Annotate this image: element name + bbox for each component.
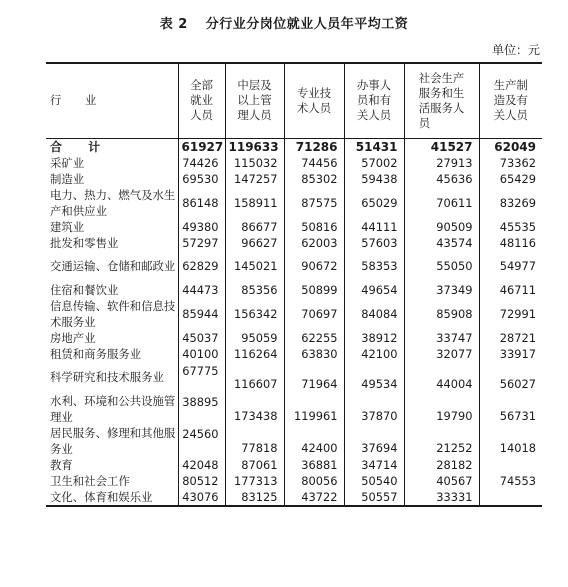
table-row (46, 219, 542, 235)
wage-table (46, 62, 542, 507)
table-row (46, 282, 542, 298)
cell-professionals: 71964 (284, 362, 344, 393)
row-industry: 租赁和商务服务业 (50, 346, 142, 361)
cell-production: 48116 (479, 235, 542, 251)
row-industry: 居民服务、修理和其他服务业 (50, 425, 176, 456)
cell-service: 33747 (404, 330, 479, 346)
cell-professionals: 42400 (284, 425, 344, 457)
unit-label: 单位：元 (491, 43, 540, 57)
header-clerical: 办事人 员和有 关人员 (344, 63, 404, 138)
cell-managers: 158911 (225, 187, 284, 219)
table-row (46, 473, 542, 489)
header-managers: 中层及 以上管 理人员 (225, 63, 284, 138)
cell-professionals: 62255 (284, 330, 344, 346)
table-number: 表 2 (159, 17, 188, 32)
cell-all: 45037 (178, 330, 225, 346)
cell-production: 65429 (479, 171, 542, 187)
cell-production: 56027 (479, 362, 542, 393)
table-row (46, 425, 542, 457)
cell-all: 49380 (178, 219, 225, 235)
cell-professionals: 70697 (284, 298, 344, 330)
row-industry: 信息传输、软件和信息技术服务业 (50, 298, 176, 329)
table-row (46, 457, 542, 473)
cell-managers: 116607 (225, 362, 284, 393)
cell-all: 67775 (178, 362, 225, 393)
row-industry: 合 计 (50, 139, 112, 154)
cell-service: 33331 (404, 489, 479, 506)
cell-production: 72991 (479, 298, 542, 330)
cell-professionals: 71286 (284, 138, 344, 155)
table-title (0, 13, 568, 32)
cell-professionals: 85302 (284, 171, 344, 187)
cell-service: 55050 (404, 251, 479, 282)
row-industry: 科学研究和技术服务业 (50, 370, 164, 384)
cell-managers: 87061 (225, 457, 284, 473)
row-industry: 采矿业 (50, 155, 85, 170)
cell-professionals: 62003 (284, 235, 344, 251)
header-row (46, 63, 542, 138)
cell-clerical: 57603 (344, 235, 404, 251)
cell-service: 28182 (404, 457, 479, 473)
cell-all: 38895 (178, 393, 225, 425)
cell-professionals: 43722 (284, 489, 344, 506)
row-industry: 卫生和社会工作 (50, 473, 130, 488)
cell-clerical: 59438 (344, 171, 404, 187)
cell-clerical: 58353 (344, 251, 404, 282)
table-title-text: 分行业分岗位就业人员年平均工资 (205, 17, 409, 32)
cell-service: 70611 (404, 187, 479, 219)
cell-managers: 177313 (225, 473, 284, 489)
cell-managers: 145021 (225, 251, 284, 282)
cell-professionals: 119961 (284, 393, 344, 425)
cell-professionals: 36881 (284, 457, 344, 473)
cell-production: 74553 (479, 473, 542, 489)
cell-all: 62829 (178, 251, 225, 282)
cell-managers: 85356 (225, 282, 284, 298)
cell-all: 85944 (178, 298, 225, 330)
cell-all: 69530 (178, 171, 225, 187)
cell-production: 62049 (479, 138, 542, 155)
cell-all: 80512 (178, 473, 225, 489)
cell-clerical: 37694 (344, 425, 404, 457)
header-service-workers: 社会生产 服务和生 活服务人 员 (404, 63, 479, 138)
table-row (46, 346, 542, 362)
cell-clerical: 49654 (344, 282, 404, 298)
cell-clerical: 57002 (344, 155, 404, 171)
cell-all: 57297 (178, 235, 225, 251)
table-row (46, 187, 542, 219)
table-row-total (46, 138, 542, 155)
table-row (46, 251, 542, 282)
cell-service: 27913 (404, 155, 479, 171)
row-industry: 文化、体育和娱乐业 (46, 489, 178, 506)
cell-managers: 86677 (225, 219, 284, 235)
cell-service: 41527 (404, 138, 479, 155)
cell-production (479, 457, 542, 473)
cell-service: 37349 (404, 282, 479, 298)
table-header (46, 63, 542, 138)
table-row (46, 155, 542, 171)
cell-all: 44473 (178, 282, 225, 298)
cell-service: 90509 (404, 219, 479, 235)
cell-professionals: 63830 (284, 346, 344, 362)
cell-production: 46711 (479, 282, 542, 298)
cell-service: 43574 (404, 235, 479, 251)
cell-clerical: 42100 (344, 346, 404, 362)
cell-all: 61927 (178, 138, 225, 155)
cell-all: 86148 (178, 187, 225, 219)
cell-production: 14018 (479, 425, 542, 457)
cell-professionals: 50816 (284, 219, 344, 235)
cell-all: 24560 (178, 425, 225, 457)
table-row (46, 298, 542, 330)
cell-service: 85908 (404, 298, 479, 330)
row-industry: 电力、热力、燃气及水生产和供应业 (50, 187, 176, 218)
cell-production: 83269 (479, 187, 542, 219)
table-row (46, 393, 542, 425)
cell-managers: 96627 (225, 235, 284, 251)
table-row (46, 489, 542, 506)
cell-clerical: 44111 (344, 219, 404, 235)
cell-all: 42048 (178, 457, 225, 473)
cell-clerical: 84084 (344, 298, 404, 330)
cell-service: 21252 (404, 425, 479, 457)
cell-production: 54977 (479, 251, 542, 282)
cell-professionals: 74456 (284, 155, 344, 171)
cell-production: 56731 (479, 393, 542, 425)
cell-managers: 115032 (225, 155, 284, 171)
cell-production: 45535 (479, 219, 542, 235)
cell-all: 40100 (178, 346, 225, 362)
cell-managers: 173438 (225, 393, 284, 425)
cell-professionals: 87575 (284, 187, 344, 219)
row-industry: 教育 (50, 457, 73, 472)
cell-managers: 116264 (225, 346, 284, 362)
cell-service: 44004 (404, 362, 479, 393)
table-body (46, 138, 542, 506)
table-row (46, 235, 542, 251)
cell-service: 45636 (404, 171, 479, 187)
cell-managers: 95059 (225, 330, 284, 346)
cell-service: 19790 (404, 393, 479, 425)
header-professionals: 专业技 术人员 (284, 63, 344, 138)
cell-professionals: 80056 (284, 473, 344, 489)
row-industry: 住宿和餐饮业 (50, 282, 119, 297)
cell-clerical: 51431 (344, 138, 404, 155)
cell-production (479, 489, 542, 506)
cell-production: 28721 (479, 330, 542, 346)
cell-all: 43076 (178, 489, 225, 506)
cell-clerical: 37870 (344, 393, 404, 425)
cell-clerical: 34714 (344, 457, 404, 473)
header-industry: 行 业 (46, 63, 178, 138)
row-industry: 建筑业 (50, 219, 85, 234)
cell-clerical: 49534 (344, 362, 404, 393)
cell-professionals: 90672 (284, 251, 344, 282)
header-all-employees: 全部 就业 人员 (178, 63, 225, 138)
cell-production: 73362 (479, 155, 542, 171)
cell-clerical: 65029 (344, 187, 404, 219)
row-industry: 交通运输、仓储和邮政业 (50, 259, 176, 273)
row-industry: 水利、环境和公共设施管理业 (50, 393, 176, 424)
row-industry: 房地产业 (50, 330, 96, 345)
row-industry: 批发和零售业 (50, 235, 119, 250)
cell-managers: 119633 (225, 138, 284, 155)
cell-production: 33917 (479, 346, 542, 362)
cell-managers: 77818 (225, 425, 284, 457)
row-industry: 制造业 (50, 171, 85, 186)
cell-clerical: 50540 (344, 473, 404, 489)
cell-clerical: 50557 (344, 489, 404, 506)
table-row (46, 330, 542, 346)
header-production-workers: 生产制 造及有 关人员 (479, 63, 542, 138)
table-row (46, 171, 542, 187)
cell-professionals: 50899 (284, 282, 344, 298)
table-row (46, 362, 542, 393)
cell-managers: 147257 (225, 171, 284, 187)
cell-clerical: 38912 (344, 330, 404, 346)
cell-service: 32077 (404, 346, 479, 362)
cell-managers: 156342 (225, 298, 284, 330)
cell-managers: 83125 (225, 489, 284, 506)
cell-all: 74426 (178, 155, 225, 171)
cell-service: 40567 (404, 473, 479, 489)
